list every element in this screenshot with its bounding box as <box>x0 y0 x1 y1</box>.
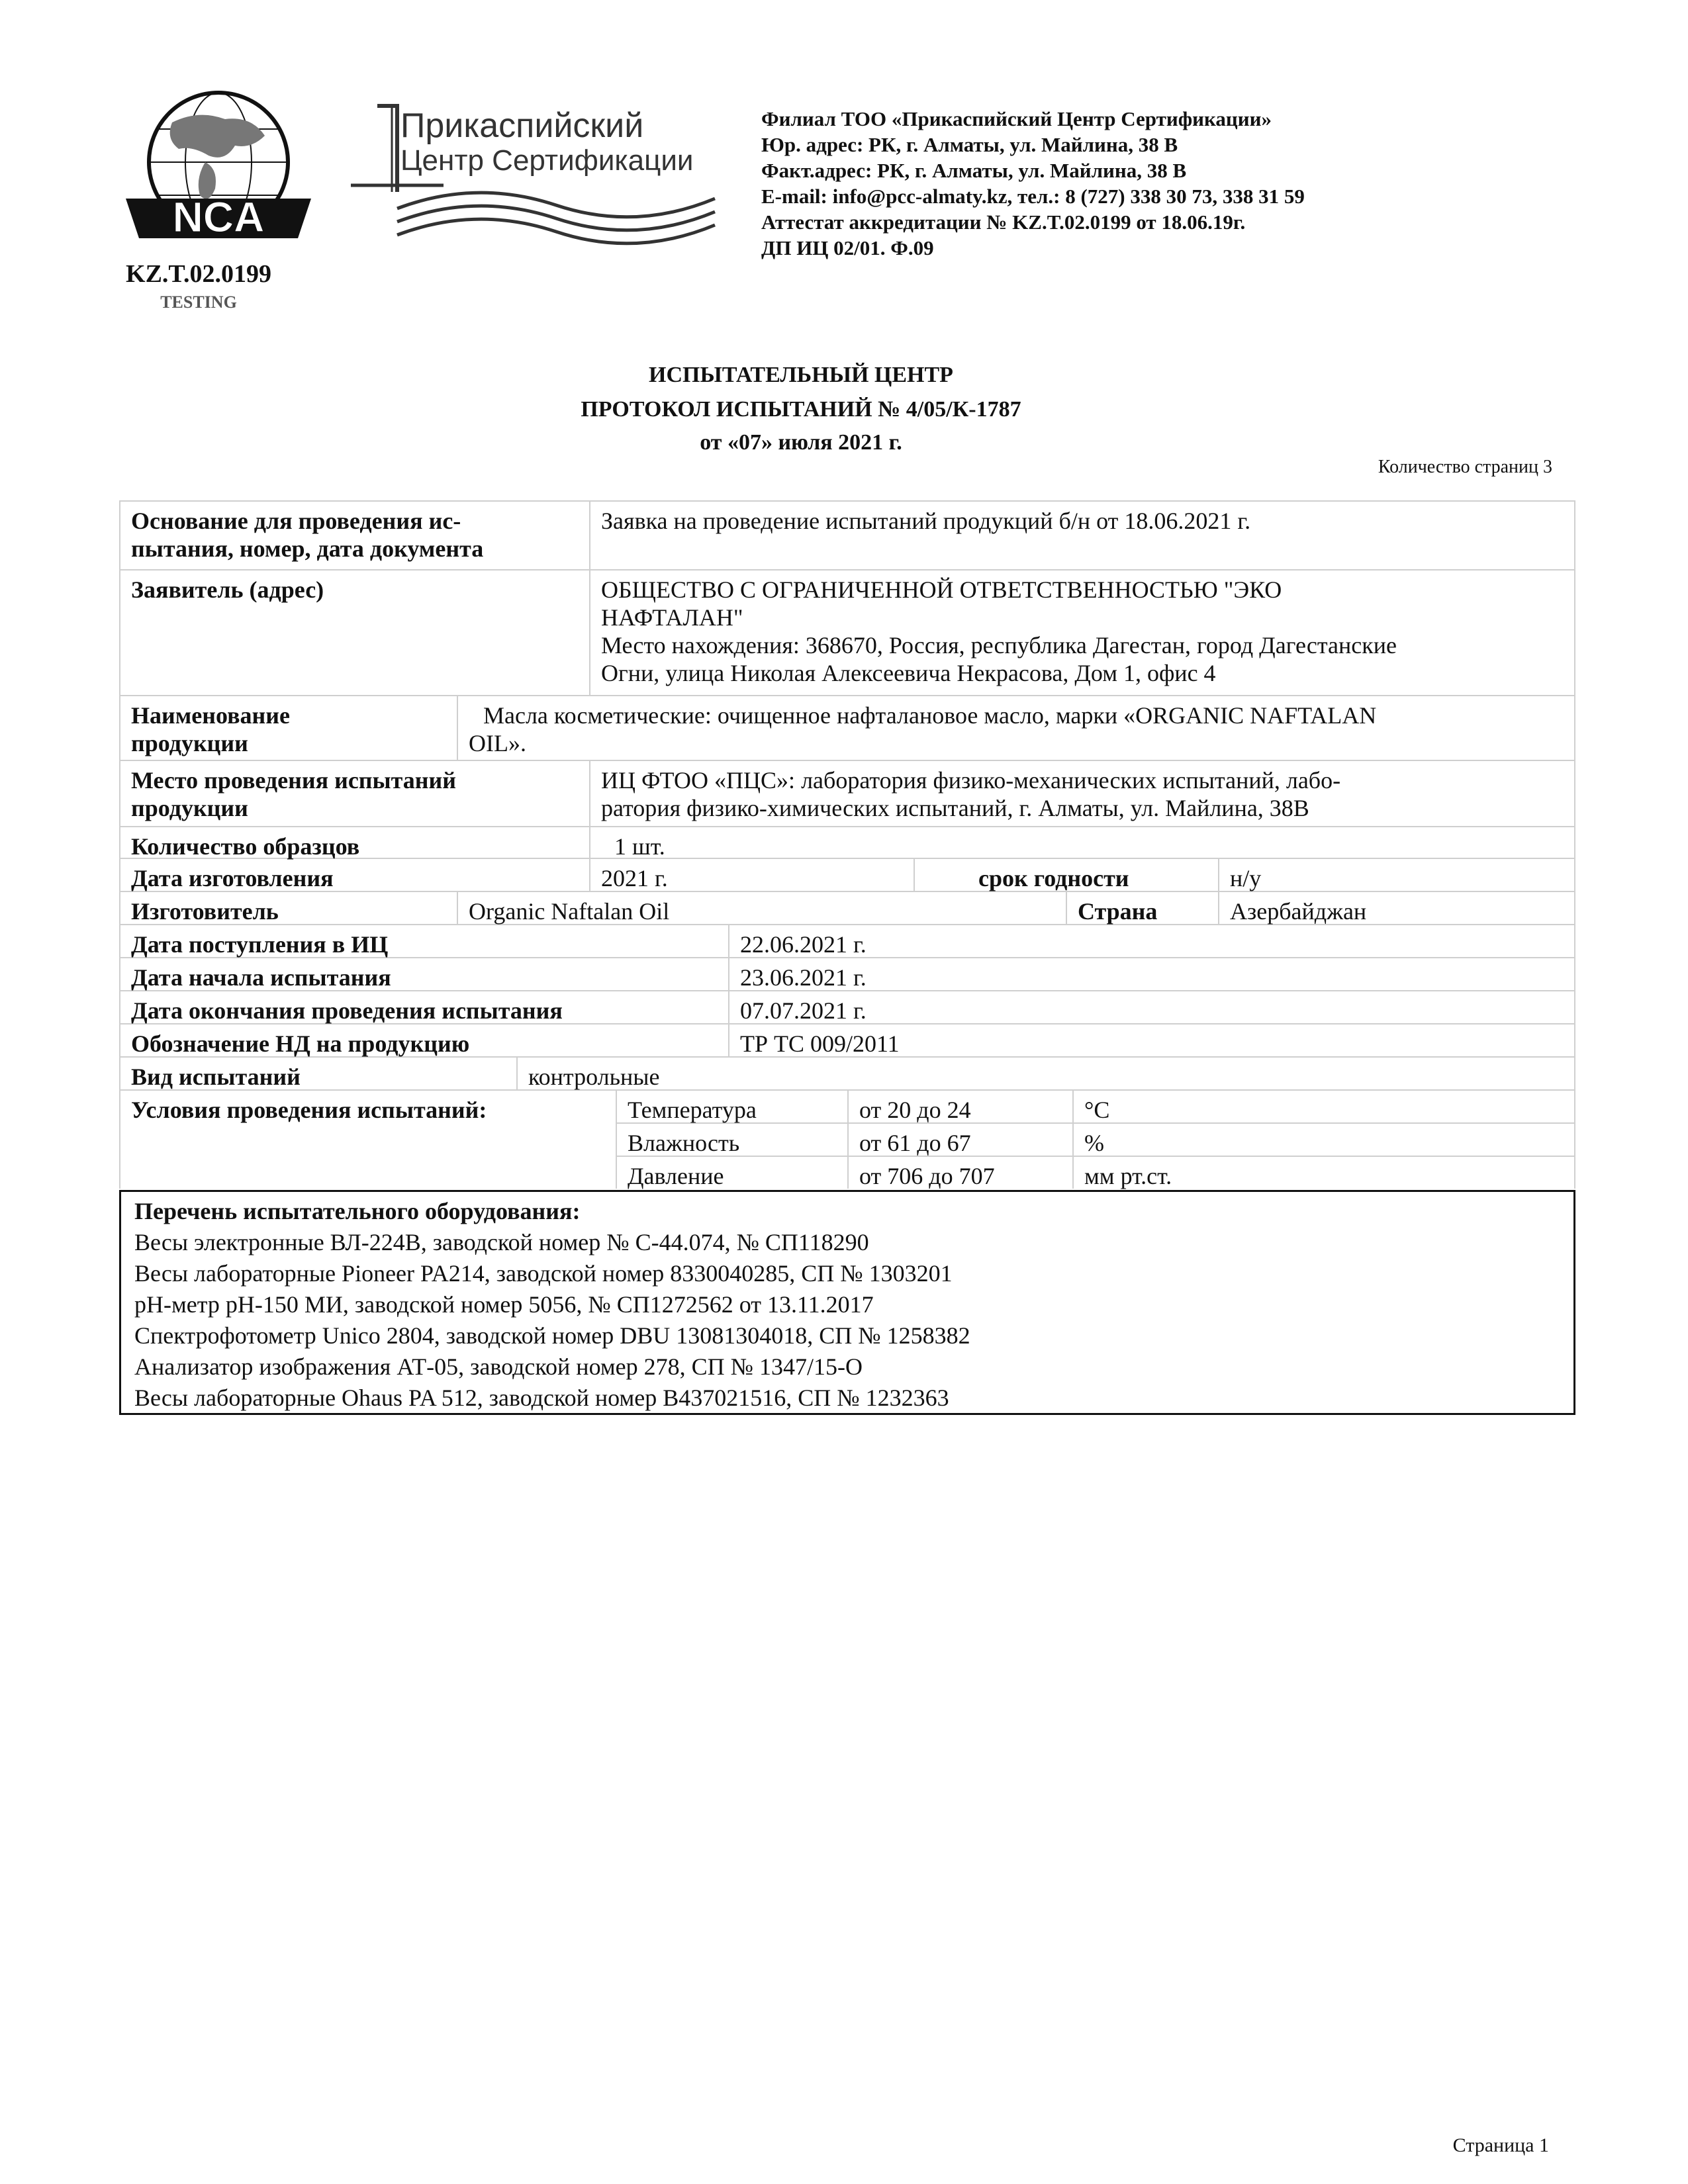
end-date-value: 07.07.2021 г. <box>740 997 867 1024</box>
end-date-label: Дата окончания проведения испытания <box>131 997 563 1024</box>
org-line: Филиал ТОО «Прикаспийский Центр Сертификации» <box>761 107 1272 130</box>
place-value-line: ИЦ ФТОО «ПЦС»: лаборатория физико-механических испытаний, лабо- <box>601 767 1341 794</box>
org-line: Факт.адрес: РК, г. Алматы, ул. Майлина, 38 В <box>761 159 1187 182</box>
basis-label <box>119 503 583 563</box>
nd-label: Обозначение НД на продукцию <box>131 1030 470 1057</box>
mfg-date-value: 2021 г. <box>601 865 668 891</box>
basis-value: Заявка на проведение испытаний продукций б/н от 18.06.2021 г. <box>601 508 1251 534</box>
place-label <box>119 762 583 822</box>
org-line: Аттестат аккредитации № KZ.T.02.0199 от 18.06.19г. <box>761 210 1246 234</box>
basis-label-line: пытания, номер, дата документа <box>131 535 484 562</box>
samples-value: 1 шт. <box>614 833 665 860</box>
shelf-life-value: н/у <box>1230 865 1262 891</box>
condition-range: от 20 до 24 <box>859 1097 971 1123</box>
condition-name: Влажность <box>628 1130 740 1156</box>
pcc-logo-line1: Прикаспийский <box>400 107 644 145</box>
test-type-label: Вид испытаний <box>131 1064 301 1090</box>
basis-label-line: Основание для проведения ис- <box>131 508 461 534</box>
protocol-info-table <box>119 500 1575 1189</box>
equipment-item: Спектрофотометр Unico 2804, заводской номер DBU 13081304018, СП № 1258382 <box>134 1322 970 1349</box>
condition-name: Давление <box>628 1163 724 1189</box>
page-number: Страница 1 <box>1452 2134 1549 2156</box>
received-date-label: Дата поступления в ИЦ <box>131 931 389 958</box>
condition-range: от 706 до 707 <box>859 1163 995 1189</box>
pages-count: Количество страниц 3 <box>1378 457 1552 477</box>
place-value <box>589 762 1569 822</box>
accreditation-code: KZ.T.02.0199 <box>126 260 271 288</box>
product-label-line: продукции <box>131 730 248 756</box>
place-label-line: продукции <box>131 795 248 821</box>
product-label <box>119 698 450 757</box>
test-type-value: контрольные <box>528 1064 660 1090</box>
applicant-value <box>589 572 1569 687</box>
equipment-item: Анализатор изображения АТ-05, заводской номер 278, СП № 1347/15-О <box>134 1353 863 1380</box>
product-value-line: OIL». <box>469 730 526 756</box>
condition-name: Температура <box>628 1097 757 1123</box>
manufacturer-value: Organic Naftalan Oil <box>469 898 670 925</box>
equipment-item: pH-метр pH-150 МИ, заводской номер 5056, № СП1272562 от 13.11.2017 <box>134 1291 874 1318</box>
nca-globe-logo <box>126 83 311 268</box>
document-title-date: от «07» июля 2021 г. <box>700 430 902 455</box>
equipment-item: Весы лабораторные Ohaus PA 512, заводской номер В437021516, СП № 1232363 <box>134 1385 949 1411</box>
condition-range: от 61 до 67 <box>859 1130 971 1156</box>
accreditation-label: TESTING <box>160 293 237 312</box>
equipment-item: Весы лабораторные Pioneer PA214, заводской номер 8330040285, СП № 1303201 <box>134 1260 953 1287</box>
document-title-protocol: ПРОТОКОЛ ИСПЫТАНИЙ № 4/05/К-1787 <box>581 397 1021 422</box>
place-value-line: ратория физико-химических испытаний, г. Алматы, ул. Майлина, 38В <box>601 795 1309 821</box>
country-value: Азербайджан <box>1230 898 1367 925</box>
product-label-line: Наименование <box>131 702 290 729</box>
equipment-item: Весы электронные ВЛ-224В, заводской номер № С-44.074, № СП118290 <box>134 1229 869 1255</box>
start-date-value: 23.06.2021 г. <box>740 964 867 991</box>
organization-details <box>761 106 1305 261</box>
nd-value: ТР ТС 009/2011 <box>740 1030 900 1057</box>
org-line: E-mail: info@pcc-almaty.kz, тел.: 8 (727) 338 30 73, 338 31 59 <box>761 185 1305 208</box>
applicant-value-line: НАФТАЛАН" <box>601 604 743 631</box>
conditions-label: Условия проведения испытаний: <box>131 1097 487 1123</box>
product-value-line: Масла косметические: очищенное нафталановое масло, марки «ORGANIC NAFTALAN <box>483 702 1377 729</box>
pcc-logo-line2: Центр Сертификации <box>400 144 694 177</box>
applicant-value-line: Огни, улица Николая Алексеевича Некрасова, Дом 1, офис 4 <box>601 660 1216 686</box>
shelf-life-label: срок годности <box>978 865 1129 891</box>
start-date-label: Дата начала испытания <box>131 964 391 991</box>
samples-label: Количество образцов <box>131 833 360 860</box>
place-label-line: Место проведения испытаний <box>131 767 456 794</box>
applicant-value-line: Место нахождения: 368670, Россия, республика Дагестан, город Дагестанские <box>601 632 1397 659</box>
equipment-heading: Перечень испытательного оборудования: <box>134 1198 581 1224</box>
document-title-center: ИСПЫТАТЕЛЬНЫЙ ЦЕНТР <box>649 363 953 387</box>
received-date-value: 22.06.2021 г. <box>740 931 867 958</box>
mfg-date-label: Дата изготовления <box>131 865 334 891</box>
org-line: ДП ИЦ 02/01. Ф.09 <box>761 236 934 259</box>
applicant-label: Заявитель (адрес) <box>131 576 324 603</box>
applicant-value-line: ОБЩЕСТВО С ОГРАНИЧЕННОЙ ОТВЕТСТВЕННОСТЬЮ "ЭКО <box>601 576 1282 603</box>
country-label: Страна <box>1078 898 1158 925</box>
equipment-list <box>119 1190 1575 1415</box>
product-value <box>457 698 1569 757</box>
manufacturer-label: Изготовитель <box>131 898 279 925</box>
condition-unit: мм рт.ст. <box>1084 1163 1172 1189</box>
nca-logo-text: NCA <box>172 193 265 241</box>
condition-unit: % <box>1084 1130 1104 1156</box>
condition-unit: °С <box>1084 1097 1110 1123</box>
org-line: Юр. адрес: РК, г. Алматы, ул. Майлина, 38 В <box>761 133 1178 156</box>
